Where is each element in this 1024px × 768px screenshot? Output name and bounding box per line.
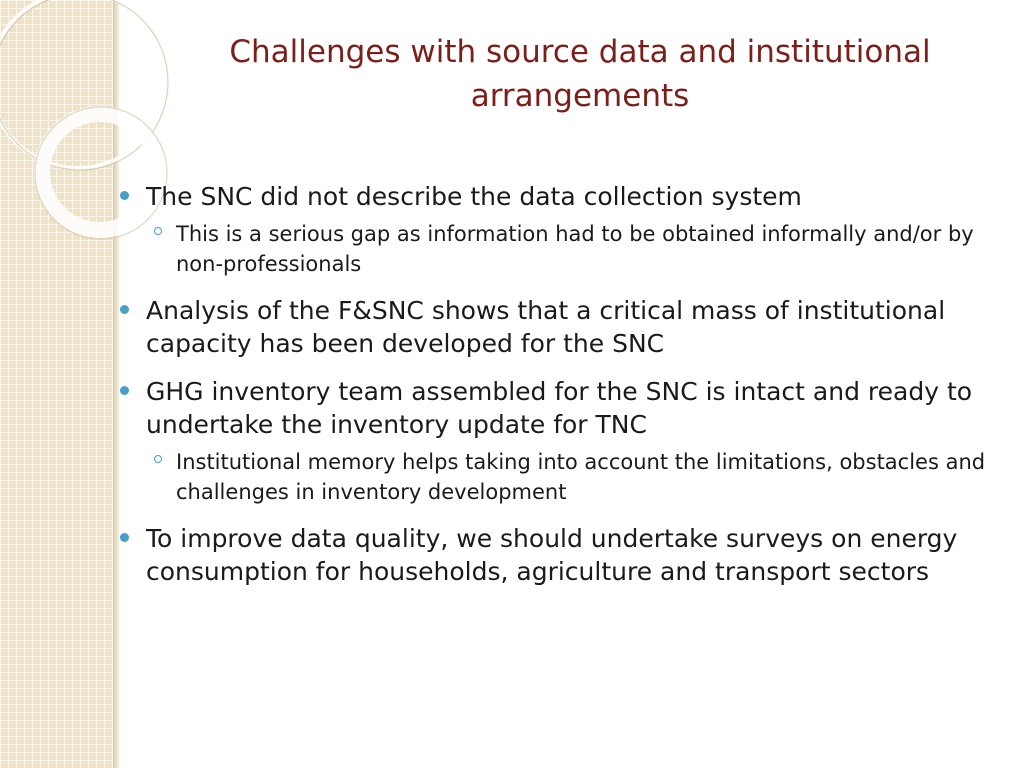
sub-bullet-item [146,219,992,279]
bullet-item [112,180,992,279]
sub-bullet-text: Institutional memory helps taking into account the limitations, obstacles and challenges in inventory development [176,450,986,504]
sub-bullet-marker-icon [154,455,162,463]
bullet-marker-icon [120,386,129,395]
sub-bullet-text: This is a serious gap as information had to be obtained informally and/or by non-professionals [176,222,974,276]
slide-title: Challenges with source data and institutional arrangements [229,34,931,114]
bullet-item [112,375,992,507]
bullet-marker-icon [120,305,129,314]
bullet-text: The SNC did not describe the data collection system [146,182,802,211]
sub-bullet-list [146,219,992,279]
bullet-text: GHG inventory team assembled for the SNC is intact and ready to undertake the inventory update for TNC [146,377,973,439]
bullet-item [112,294,992,360]
sub-bullet-marker-icon [154,227,162,235]
sub-bullet-list [146,447,992,507]
bullet-text: To improve data quality, we should undertake surveys on energy consumption for households, agriculture and transport sectors [146,524,958,586]
bullet-item [112,522,992,588]
sub-bullet-item [146,447,992,507]
bullet-marker-icon [120,533,129,542]
bullet-text: Analysis of the F&SNC shows that a critical mass of institutional capacity has been developed for the SNC [146,296,946,358]
bullet-list [112,180,992,603]
bullet-marker-icon [120,191,129,200]
